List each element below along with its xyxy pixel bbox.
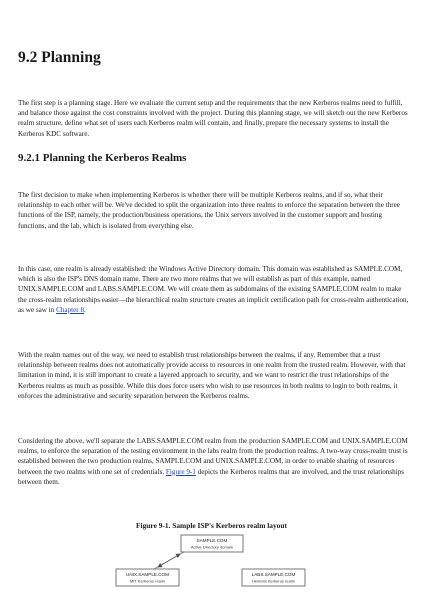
subsection-heading: 9.2.1 Planning the Kerberos Realms — [18, 152, 187, 164]
paragraph-trust-relationships: With the realm names out of the way, we need to establish trust relationships between the realms, if any. Remember that a trust relationship between realms does not automatically provide access to resources in one realm from the trusted realm. However, with that limitation in mind, it is still important to create a layered approach to security, and we want to restrict the trust relationships of the Kerberos realms as much as possible. While this does force users who wish to use resources in both realms to login to both realms, it enforces the administrative and security separation between the Kerberos realms. — [18, 351, 406, 400]
sample-com-realm-box — [181, 535, 243, 552]
labs-sample-com-label: LABS.SAMPLE.COM — [251, 572, 296, 577]
figure-9-1-link[interactable]: Figure 9-1 — [165, 467, 196, 476]
paragraph-planning-intro: The first step is a planning stage. Here we evaluate the current setup and the requirements that the new Kerberos realms need to fulfill, and balance those against the cost constraints involved with the project. During this planning stage, we will sketch out the new Kerberos realm structure, define what set of users each Kerberos realm will contain, and finally, prepare the necessary systems to install the Kerberos KDC software. — [18, 99, 408, 138]
realm-layout-diagram — [0, 528, 423, 598]
labs-sample-com-sublabel: Heimdal Kerberos realm — [251, 578, 296, 584]
paragraph-realm-separation — [18, 436, 410, 487]
paragraph-realm-names — [18, 264, 410, 315]
section-heading: 9.2 Planning — [18, 49, 101, 66]
sample-com-label: SAMPLE.COM — [196, 538, 228, 543]
paragraph-text: depicts the Kerberos realms that are involved, and the trust relationships between them. — [18, 467, 405, 486]
unix-sample-com-sublabel: MIT Kerberos realm — [129, 578, 166, 584]
paragraph-text: Considering the above, we'll separate the LABS.SAMPLE.COM realm from the production SAMPLE.COM and UNIX.SAMPLE.COM realms, to enforce the separation of the testing environment in the labs realm from the production realms. A two-way cross-realm trust is established between the two production realms, SAMPLE.COM and UNIX.SAMPLE.COM, in order to enable sharing of resources between the two realms with one set of credentials. — [18, 437, 408, 476]
sample-com-sublabel: Active Directory domain — [190, 544, 234, 550]
labs-sample-com-realm-box — [242, 569, 305, 586]
figure-caption: Figure 9-1. Sample ISP's Kerberos realm layout — [136, 521, 287, 530]
paragraph-text: In this case, one realm is already established: the Windows Active Directory domain. This domain was established as SAMPLE.COM, which is also the ISP's DNS domain name. There are two more realms that we will establish as part of this example, named UNIX.SAMPLE.COM and LABS.SAMPLE.COM. We will create them as subdomains of the existing SAMPLE.COM realm to make the cross-realm relationships easier—the hierarchical realm structure creates an implicit certification path for cross-realm authentication, as we saw in — [18, 265, 409, 314]
unix-sample-com-label: UNIX.SAMPLE.COM — [126, 572, 169, 577]
two-way-trust-arrows — [154, 552, 184, 569]
paragraph-realm-decision: The first decision to make when implementing Kerberos is whether there will be multiple Kerberos realms, and if so, what their relationship to each other will be. We've decided to split the organization into three realms to enforce the separation between the three functions of the ISP, namely, the production/business operations, the Unix servers involved in the customer support and hosting functions, and the lab, which is isolated from everything else. — [18, 191, 400, 230]
unix-sample-com-realm-box — [116, 569, 179, 586]
chapter-8-link[interactable]: Chapter 8 — [56, 305, 85, 314]
paragraph-text: . — [84, 305, 86, 314]
